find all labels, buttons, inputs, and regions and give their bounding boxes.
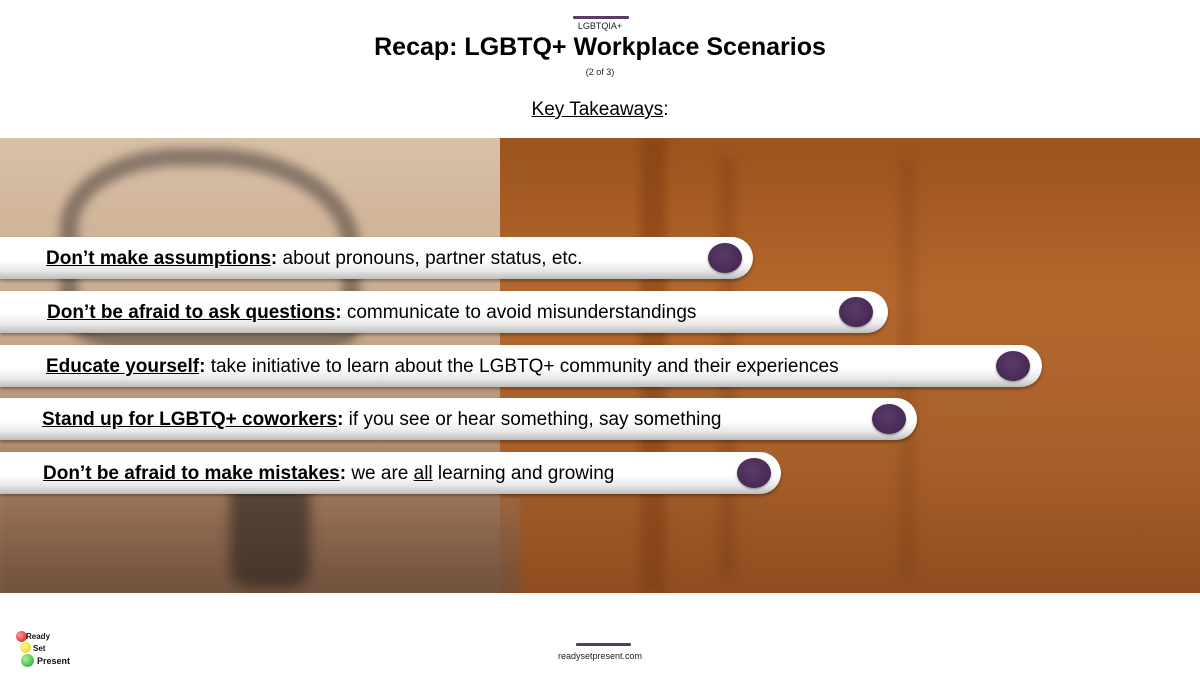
takeaway-title: Don’t be afraid to ask questions xyxy=(47,302,336,323)
footer-url: readysetpresent.com xyxy=(557,651,643,661)
takeaway-detail: take initiative to learn about the LGBTQ+ community and their experiences xyxy=(205,356,839,377)
takeaway-text: Stand up for LGBTQ+ coworkers: if you see or hear something, say something xyxy=(42,409,722,430)
bullet-dot-icon xyxy=(708,243,742,273)
takeaway-emphasis: all xyxy=(413,463,433,484)
slide-title: Recap: LGBTQ+ Workplace Scenarios xyxy=(374,33,826,61)
logo-text-ready: Ready xyxy=(26,632,51,641)
bullet-dot-icon xyxy=(872,404,906,434)
bullet-dot-icon xyxy=(996,351,1030,381)
takeaway-detail: if you see or hear something, say something xyxy=(343,409,722,430)
takeaway-item xyxy=(0,345,1042,387)
takeaway-text: Don’t be afraid to ask questions: communicate to avoid misunderstandings xyxy=(47,302,697,323)
section-heading xyxy=(0,99,1200,121)
takeaway-title: Stand up for LGBTQ+ coworkers xyxy=(42,409,338,430)
takeaway-title: Educate yourself xyxy=(46,356,200,377)
takeaway-item xyxy=(0,237,753,279)
takeaway-item xyxy=(0,291,888,333)
takeaway-detail: about pronouns, partner status, etc. xyxy=(277,248,583,269)
takeaway-title: Don’t be afraid to make mistakes xyxy=(43,463,340,484)
slide-subtitle: (2 of 3) xyxy=(585,67,615,77)
takeaway-detail: we are xyxy=(346,463,414,484)
takeaway-detail-end: learning and growing xyxy=(432,463,615,484)
logo-text-present: Present xyxy=(37,656,71,666)
category-label: LGBTQIA+ xyxy=(577,21,623,31)
takeaway-title: Don’t make assumptions xyxy=(46,248,271,269)
logo-text-set: Set xyxy=(33,644,46,653)
takeaway-text: Educate yourself: take initiative to learn about the LGBTQ+ community and their experiences xyxy=(46,356,839,377)
takeaway-text: Don’t be afraid to make mistakes: we are all learning and growing xyxy=(43,463,615,484)
ready-set-present-logo xyxy=(12,630,82,670)
takeaway-item xyxy=(0,452,781,494)
section-heading-text: Key Takeaways xyxy=(531,99,664,120)
footer-rule xyxy=(576,643,631,646)
takeaway-detail: communicate to avoid misunderstandings xyxy=(341,302,697,323)
bullet-dot-icon xyxy=(839,297,873,327)
section-heading-colon: : xyxy=(663,99,669,120)
takeaway-item xyxy=(0,398,917,440)
bullet-dot-icon xyxy=(737,458,771,488)
header-rule xyxy=(573,16,629,19)
takeaway-text: Don’t make assumptions: about pronouns, partner status, etc. xyxy=(46,248,583,269)
